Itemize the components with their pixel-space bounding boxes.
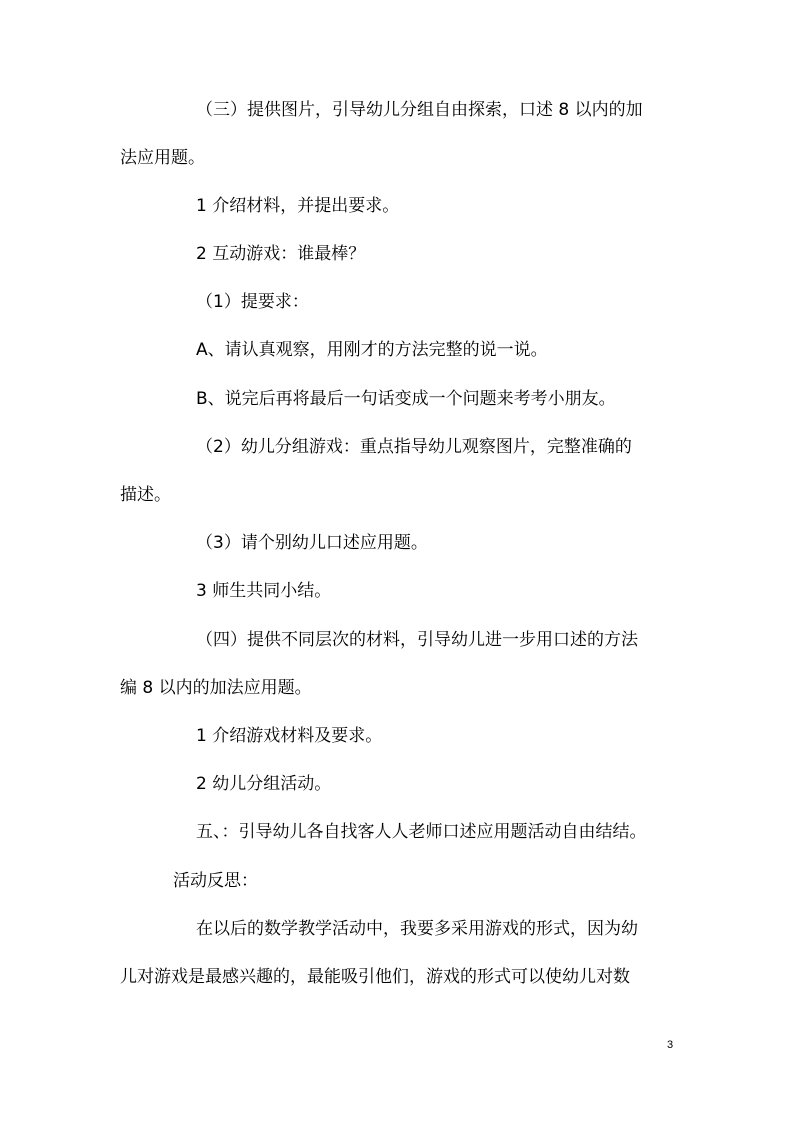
page-number: 3 [667,1039,674,1051]
paragraph-line: 在以后的数学教学活动中，我要多采用游戏的形式，因为幼 [196,919,638,939]
paragraph-line: （2）幼儿分组游戏：重点指导幼儿观察图片，完整准确的 [196,437,632,457]
paragraph-line: 编 8 以内的加法应用题。 [120,678,312,698]
paragraph-line: （3）请个别幼儿口述应用题。 [196,533,428,553]
paragraph-line: 2 互动游戏：谁最棒？ [196,244,366,264]
paragraph-line: 描述。 [120,485,171,505]
paragraph-line: （四）提供不同层次的材料，引导幼儿进一步用口述的方法 [196,630,638,650]
paragraph-line: 3 师生共同小结。 [196,581,332,601]
paragraph-line: B、说完后再将最后一句话变成一个问题来考考小朋友。 [196,389,616,409]
paragraph-line: （1）提要求： [196,292,309,312]
section-heading: 活动反思： [173,871,258,891]
paragraph-line: 法应用题。 [120,148,205,168]
paragraph-line: 儿对游戏是最感兴趣的，最能吸引他们，游戏的形式可以使幼儿对数 [120,967,630,987]
paragraph-line: 五、：引导幼儿各自找客人人老师口述应用题活动自由结结。 [196,822,647,842]
paragraph-line: A、请认真观察，用刚才的方法完整的说一说。 [196,340,548,360]
paragraph-line: 1 介绍材料，并提出要求。 [196,196,400,216]
paragraph-line: （三）提供图片，引导幼儿分组自由探索，口述 8 以内的加 [196,100,643,120]
paragraph-line: 2 幼儿分组活动。 [196,774,332,794]
paragraph-line: 1 介绍游戏材料及要求。 [196,726,383,746]
